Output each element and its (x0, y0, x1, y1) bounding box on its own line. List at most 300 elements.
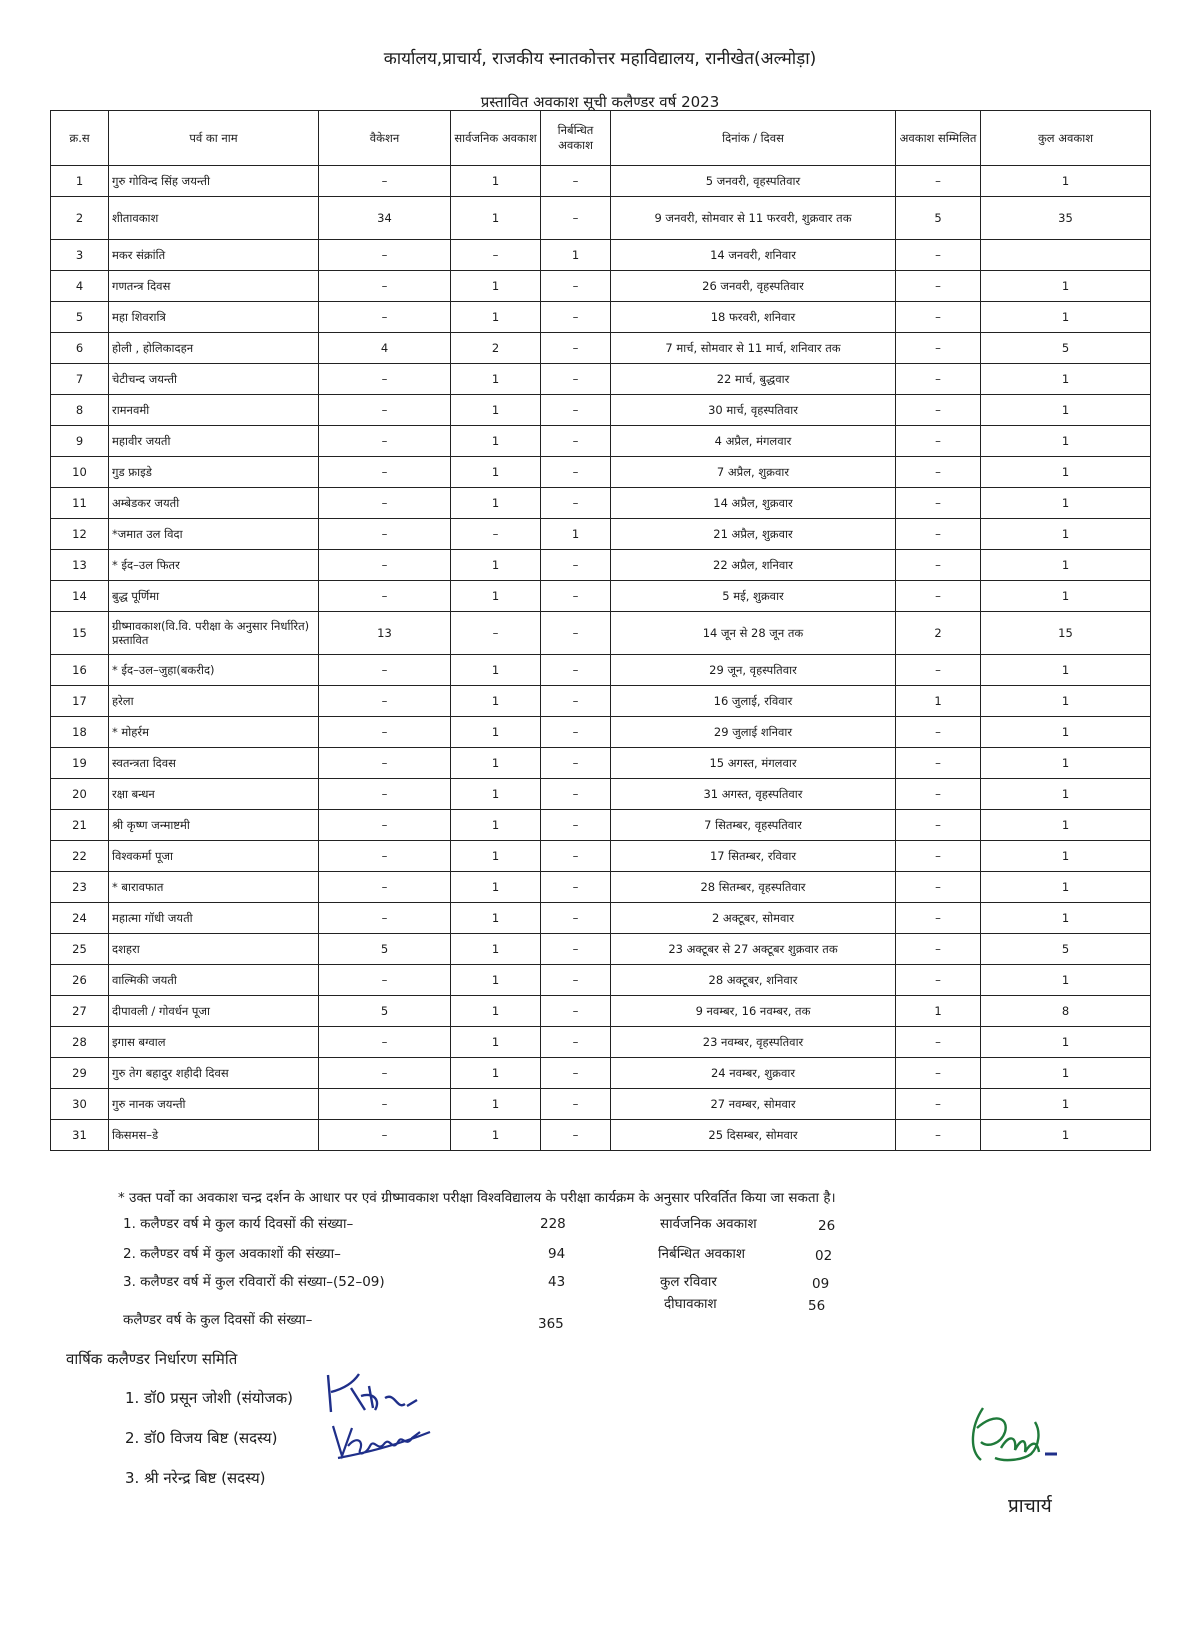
table-row (51, 197, 1151, 240)
cell-included: 1 (896, 996, 981, 1027)
cell-public: 1 (451, 302, 541, 333)
cell-vacation: – (319, 1089, 451, 1120)
cell-name: * ईद–उल–जुहा(बकरीद) (109, 655, 319, 686)
cell-vacation: – (319, 1058, 451, 1089)
col-header-restricted: निर्बन्धित अवकाश (541, 111, 611, 166)
cell-sn: 7 (51, 364, 109, 395)
cell-date: 27 नवम्बर, सोमवार (611, 1089, 896, 1120)
cell-name: रामनवमी (109, 395, 319, 426)
table-row (51, 240, 1151, 271)
cell-date: 24 नवम्बर, शुक्रवार (611, 1058, 896, 1089)
cell-sn: 26 (51, 965, 109, 996)
table-row (51, 364, 1151, 395)
cell-name: * मोहर्रम (109, 717, 319, 748)
cell-public: – (451, 240, 541, 271)
cell-total: 5 (981, 333, 1151, 364)
cell-sn: 22 (51, 841, 109, 872)
cell-restricted: – (541, 996, 611, 1027)
cell-date: 29 जून, वृहस्पतिवार (611, 655, 896, 686)
cell-vacation: – (319, 166, 451, 197)
cell-sn: 24 (51, 903, 109, 934)
cell-sn: 28 (51, 1027, 109, 1058)
committee-member-1: 1. डॉ0 प्रसून जोशी (संयोजक) (125, 1389, 294, 1407)
cell-sn: 27 (51, 996, 109, 1027)
cell-total: 1 (981, 655, 1151, 686)
cell-vacation: – (319, 748, 451, 779)
cell-total: 1 (981, 810, 1151, 841)
cell-public: 1 (451, 550, 541, 581)
cell-date: 5 मई, शुक्रवार (611, 581, 896, 612)
cell-restricted: – (541, 166, 611, 197)
member-signature (330, 1418, 440, 1463)
table-row (51, 395, 1151, 426)
cell-included: – (896, 302, 981, 333)
cell-restricted: – (541, 748, 611, 779)
cell-public: 1 (451, 364, 541, 395)
cell-name: * बारावफात (109, 872, 319, 903)
cell-total: 1 (981, 965, 1151, 996)
table-row (51, 903, 1151, 934)
table-row (51, 166, 1151, 197)
cell-sn: 30 (51, 1089, 109, 1120)
cell-name: * ईद–उल फितर (109, 550, 319, 581)
cell-public: 1 (451, 841, 541, 872)
work-days-label: 1. कलैण्डर वर्ष मे कुल कार्य दिवसों की संख्या– (123, 1216, 354, 1232)
cell-restricted: – (541, 426, 611, 457)
footnote: * उक्त पर्वो का अवकाश चन्द्र दर्शन के आधार पर एवं ग्रीष्मावकाश परीक्षा विश्वविद्यालय के परीक्षा कार्यक्रम के अनुसार परिवर्तित किया जा सकता है। (118, 1190, 836, 1206)
table-row (51, 965, 1151, 996)
cell-sn: 29 (51, 1058, 109, 1089)
col-header-date: दिनांक / दिवस (611, 111, 896, 166)
cell-total: 1 (981, 426, 1151, 457)
cell-name: होली , होलिकादहन (109, 333, 319, 364)
cell-sn: 19 (51, 748, 109, 779)
cell-sn: 31 (51, 1120, 109, 1151)
cell-public: 1 (451, 1058, 541, 1089)
cell-vacation: – (319, 457, 451, 488)
cell-included: – (896, 395, 981, 426)
cell-name: दशहरा (109, 934, 319, 965)
cell-total: 1 (981, 903, 1151, 934)
cell-restricted: – (541, 686, 611, 717)
cell-public: 1 (451, 872, 541, 903)
cell-included: – (896, 519, 981, 550)
cell-total: 35 (981, 197, 1151, 240)
cell-total: 1 (981, 364, 1151, 395)
cell-sn: 20 (51, 779, 109, 810)
cell-total: 1 (981, 271, 1151, 302)
table-row (51, 655, 1151, 686)
cell-public: 1 (451, 1120, 541, 1151)
cell-date: 15 अगस्त, मंगलवार (611, 748, 896, 779)
table-row (51, 457, 1151, 488)
public-holidays-label: सार्वजनिक अवकाश (660, 1216, 757, 1232)
table-row (51, 996, 1151, 1027)
cell-included: – (896, 271, 981, 302)
table-row (51, 426, 1151, 457)
sundays-value: 43 (548, 1274, 566, 1290)
cell-vacation: – (319, 395, 451, 426)
cell-restricted: – (541, 550, 611, 581)
cell-public: 1 (451, 934, 541, 965)
cell-public: 1 (451, 779, 541, 810)
col-header-public: सार्वजनिक अवकाश (451, 111, 541, 166)
cell-public: 1 (451, 965, 541, 996)
public-holidays-value: 26 (818, 1218, 836, 1234)
committee-member-2: 2. डॉ0 विजय बिष्ट (सदस्य) (125, 1429, 278, 1447)
cell-vacation: 5 (319, 934, 451, 965)
cell-restricted: – (541, 581, 611, 612)
cell-restricted: – (541, 717, 611, 748)
cell-total: 1 (981, 717, 1151, 748)
cell-sn: 25 (51, 934, 109, 965)
cell-vacation: – (319, 779, 451, 810)
cell-vacation: – (319, 364, 451, 395)
cell-vacation: – (319, 841, 451, 872)
cell-date: 16 जुलाई, रविवार (611, 686, 896, 717)
cell-sn: 10 (51, 457, 109, 488)
cell-date: 9 नवम्बर, 16 नवम्बर, तक (611, 996, 896, 1027)
cell-included: – (896, 426, 981, 457)
cell-sn: 5 (51, 302, 109, 333)
cell-restricted: – (541, 965, 611, 996)
col-header-sn: क्र.स (51, 111, 109, 166)
committee-heading: वार्षिक कलैण्डर निर्धारण समिति (66, 1350, 238, 1368)
document-title: प्रस्तावित अवकाश सूची कलैण्डर वर्ष 2023 (480, 93, 720, 111)
table-row (51, 302, 1151, 333)
cell-public: – (451, 612, 541, 655)
cell-total: 8 (981, 996, 1151, 1027)
cell-date: 31 अगस्त, वृहस्पतिवार (611, 779, 896, 810)
cell-included: – (896, 655, 981, 686)
cell-total: 1 (981, 1027, 1151, 1058)
restricted-holidays-value: 02 (815, 1248, 833, 1264)
cell-restricted: – (541, 271, 611, 302)
cell-included: – (896, 488, 981, 519)
cell-total: 1 (981, 748, 1151, 779)
cell-restricted: – (541, 841, 611, 872)
cell-date: 28 अक्टूबर, शनिवार (611, 965, 896, 996)
cell-date: 23 नवम्बर, वृहस्पतिवार (611, 1027, 896, 1058)
cell-included: – (896, 934, 981, 965)
cell-sn: 16 (51, 655, 109, 686)
cell-name: वाल्मिकी जयती (109, 965, 319, 996)
cell-date: 22 मार्च, बुद्धवार (611, 364, 896, 395)
cell-name: चेटीचन्द जयन्ती (109, 364, 319, 395)
cell-vacation: – (319, 872, 451, 903)
cell-date: 25 दिसम्बर, सोमवार (611, 1120, 896, 1151)
table-row (51, 488, 1151, 519)
cell-total: 1 (981, 457, 1151, 488)
table-row (51, 271, 1151, 302)
cell-included: – (896, 581, 981, 612)
col-header-included: अवकाश सम्मिलित (896, 111, 981, 166)
cell-date: 14 जनवरी, शनिवार (611, 240, 896, 271)
table-row (51, 748, 1151, 779)
cell-included: – (896, 333, 981, 364)
cell-public: 1 (451, 1089, 541, 1120)
cell-name: विश्वकर्मा पूजा (109, 841, 319, 872)
table-row (51, 1120, 1151, 1151)
cell-public: 1 (451, 748, 541, 779)
cell-date: 22 अप्रैल, शनिवार (611, 550, 896, 581)
cell-restricted: – (541, 1120, 611, 1151)
cell-public: 1 (451, 655, 541, 686)
cell-restricted: – (541, 302, 611, 333)
cell-included: – (896, 1027, 981, 1058)
cell-total: 1 (981, 581, 1151, 612)
cell-name: गुरु गोविन्द सिंह जयन्ती (109, 166, 319, 197)
cell-date: 4 अप्रैल, मंगलवार (611, 426, 896, 457)
convenor-signature (325, 1370, 435, 1420)
cell-public: 1 (451, 457, 541, 488)
cell-date: 14 अप्रैल, शुक्रवार (611, 488, 896, 519)
table-row (51, 872, 1151, 903)
cell-total: 15 (981, 612, 1151, 655)
cell-vacation: – (319, 655, 451, 686)
cell-total: 1 (981, 779, 1151, 810)
cell-date: 9 जनवरी, सोमवार से 11 फरवरी, शुक्रवार तक (611, 197, 896, 240)
cell-sn: 2 (51, 197, 109, 240)
table-row (51, 333, 1151, 364)
cell-included: – (896, 872, 981, 903)
col-header-total: कुल अवकाश (981, 111, 1151, 166)
cell-included: 5 (896, 197, 981, 240)
cell-included: 2 (896, 612, 981, 655)
cell-total: 1 (981, 1089, 1151, 1120)
cell-name: दीपावली / गोवर्धन पूजा (109, 996, 319, 1027)
cell-restricted: – (541, 1027, 611, 1058)
cell-included: – (896, 166, 981, 197)
sundays-label: 3. कलैण्डर वर्ष में कुल रविवारों की संख्या–(52–09) (123, 1274, 385, 1290)
cell-public: 1 (451, 903, 541, 934)
cell-public: 1 (451, 271, 541, 302)
cell-public: 1 (451, 686, 541, 717)
col-header-name: पर्व का नाम (109, 111, 319, 166)
cell-total: 5 (981, 934, 1151, 965)
cell-restricted: – (541, 364, 611, 395)
cell-date: 7 अप्रैल, शुक्रवार (611, 457, 896, 488)
cell-total (981, 240, 1151, 271)
cell-sn: 18 (51, 717, 109, 748)
cell-vacation: – (319, 581, 451, 612)
cell-included: – (896, 810, 981, 841)
cell-vacation: 4 (319, 333, 451, 364)
total-days-label: कलैण्डर वर्ष के कुल दिवसों की संख्या– (123, 1312, 313, 1328)
cell-included: 1 (896, 686, 981, 717)
cell-restricted: – (541, 872, 611, 903)
leaves-label: 2. कलैण्डर वर्ष में कुल अवकाशों की संख्या– (123, 1246, 341, 1262)
cell-public: 1 (451, 426, 541, 457)
cell-date: 7 मार्च, सोमवार से 11 मार्च, शनिवार तक (611, 333, 896, 364)
cell-name: इगास बग्वाल (109, 1027, 319, 1058)
cell-included: – (896, 457, 981, 488)
cell-name: महा शिवरात्रि (109, 302, 319, 333)
cell-public: 1 (451, 717, 541, 748)
office-heading: कार्यालय,प्राचार्य, राजकीय स्नातकोत्तर महाविद्यालय, रानीखेत(अल्मोड़ा) (383, 49, 817, 69)
cell-total: 1 (981, 166, 1151, 197)
cell-total: 1 (981, 302, 1151, 333)
cell-name: *जमात उल विदा (109, 519, 319, 550)
cell-vacation: – (319, 488, 451, 519)
table-row (51, 1089, 1151, 1120)
cell-included: – (896, 779, 981, 810)
cell-total: 1 (981, 841, 1151, 872)
cell-included: – (896, 240, 981, 271)
cell-date: 5 जनवरी, वृहस्पतिवार (611, 166, 896, 197)
cell-name: महात्मा गॉधी जयती (109, 903, 319, 934)
cell-public: 1 (451, 1027, 541, 1058)
cell-sn: 12 (51, 519, 109, 550)
cell-name: गुरु तेग बहादुर शहीदी दिवस (109, 1058, 319, 1089)
cell-included: – (896, 1089, 981, 1120)
table-row (51, 934, 1151, 965)
cell-vacation: – (319, 903, 451, 934)
cell-name: अम्बेडकर जयती (109, 488, 319, 519)
table-row (51, 1058, 1151, 1089)
principal-title: प्राचार्य (1008, 1495, 1052, 1517)
cell-vacation: – (319, 519, 451, 550)
cell-name: ग्रीष्मावकाश(वि.वि. परीक्षा के अनुसार निर्धारित) प्रस्तावित (109, 612, 319, 655)
cell-sn: 13 (51, 550, 109, 581)
cell-sn: 15 (51, 612, 109, 655)
cell-name: हरेला (109, 686, 319, 717)
cell-total: 1 (981, 519, 1151, 550)
cell-name: गुरु नानक जयन्ती (109, 1089, 319, 1120)
cell-public: 2 (451, 333, 541, 364)
long-leave-value: 56 (808, 1298, 826, 1314)
work-days-value: 228 (540, 1216, 566, 1232)
cell-vacation: 34 (319, 197, 451, 240)
table-header-row (51, 111, 1151, 166)
table-row (51, 717, 1151, 748)
cell-restricted: – (541, 810, 611, 841)
cell-name: बुद्ध पूर्णिमा (109, 581, 319, 612)
cell-vacation: – (319, 810, 451, 841)
cell-included: – (896, 364, 981, 395)
cell-total: 1 (981, 1058, 1151, 1089)
cell-vacation: – (319, 550, 451, 581)
table-row (51, 612, 1151, 655)
cell-sn: 3 (51, 240, 109, 271)
cell-date: 28 सितम्बर, वृहस्पतिवार (611, 872, 896, 903)
cell-restricted: – (541, 1058, 611, 1089)
cell-name: श्री कृष्ण जन्माष्टमी (109, 810, 319, 841)
cell-public: – (451, 519, 541, 550)
cell-included: – (896, 1120, 981, 1151)
cell-sn: 14 (51, 581, 109, 612)
cell-restricted: – (541, 488, 611, 519)
cell-name: गणतन्त्र दिवस (109, 271, 319, 302)
cell-restricted: – (541, 934, 611, 965)
cell-public: 1 (451, 488, 541, 519)
cell-included: – (896, 550, 981, 581)
cell-vacation: – (319, 1120, 451, 1151)
cell-name: महावीर जयती (109, 426, 319, 457)
cell-sn: 4 (51, 271, 109, 302)
cell-restricted: – (541, 779, 611, 810)
cell-vacation: – (319, 302, 451, 333)
cell-vacation: – (319, 686, 451, 717)
table-row (51, 810, 1151, 841)
cell-vacation: – (319, 426, 451, 457)
cell-vacation: – (319, 240, 451, 271)
cell-date: 7 सितम्बर, वृहस्पतिवार (611, 810, 896, 841)
cell-name: किसमस–डे (109, 1120, 319, 1151)
cell-name: गुड फ्राइडे (109, 457, 319, 488)
cell-date: 29 जुलाई शनिवार (611, 717, 896, 748)
cell-public: 1 (451, 395, 541, 426)
cell-included: – (896, 1058, 981, 1089)
cell-restricted: – (541, 1089, 611, 1120)
cell-restricted: – (541, 333, 611, 364)
cell-sn: 8 (51, 395, 109, 426)
cell-name: मकर संक्रांति (109, 240, 319, 271)
cell-date: 18 फरवरी, शनिवार (611, 302, 896, 333)
cell-public: 1 (451, 810, 541, 841)
holiday-table (50, 110, 1151, 1151)
cell-sn: 21 (51, 810, 109, 841)
cell-name: शीतावकाश (109, 197, 319, 240)
total-days-value: 365 (538, 1316, 564, 1332)
cell-name: रक्षा बन्धन (109, 779, 319, 810)
cell-total: 1 (981, 488, 1151, 519)
cell-included: – (896, 903, 981, 934)
cell-restricted: – (541, 655, 611, 686)
cell-restricted: 1 (541, 519, 611, 550)
cell-included: – (896, 748, 981, 779)
cell-public: 1 (451, 996, 541, 1027)
cell-vacation: – (319, 1027, 451, 1058)
cell-sn: 9 (51, 426, 109, 457)
restricted-holidays-label: निर्बन्धित अवकाश (658, 1246, 746, 1262)
table-row (51, 550, 1151, 581)
cell-sn: 11 (51, 488, 109, 519)
cell-date: 30 मार्च, वृहस्पतिवार (611, 395, 896, 426)
cell-date: 26 जनवरी, वृहस्पतिवार (611, 271, 896, 302)
cell-restricted: – (541, 197, 611, 240)
cell-date: 17 सितम्बर, रविवार (611, 841, 896, 872)
table-row (51, 779, 1151, 810)
table-row (51, 581, 1151, 612)
cell-total: 1 (981, 686, 1151, 717)
cell-vacation: – (319, 271, 451, 302)
cell-vacation: – (319, 717, 451, 748)
cell-total: 1 (981, 872, 1151, 903)
committee-member-3: 3. श्री नरेन्द्र बिष्ट (सदस्य) (125, 1469, 266, 1487)
cell-total: 1 (981, 395, 1151, 426)
cell-sn: 1 (51, 166, 109, 197)
total-sundays-label: कुल रविवार (660, 1274, 717, 1290)
total-sundays-value: 09 (812, 1276, 830, 1292)
cell-restricted: – (541, 612, 611, 655)
cell-vacation: 5 (319, 996, 451, 1027)
cell-included: – (896, 841, 981, 872)
cell-sn: 23 (51, 872, 109, 903)
cell-date: 23 अक्टूबर से 27 अक्टूबर शुक्रवार तक (611, 934, 896, 965)
cell-sn: 6 (51, 333, 109, 364)
cell-public: 1 (451, 581, 541, 612)
col-header-vacation: वैकेशन (319, 111, 451, 166)
cell-date: 21 अप्रैल, शुक्रवार (611, 519, 896, 550)
cell-restricted: – (541, 903, 611, 934)
cell-included: – (896, 717, 981, 748)
cell-restricted: – (541, 395, 611, 426)
table-row (51, 519, 1151, 550)
cell-sn: 17 (51, 686, 109, 717)
cell-restricted: – (541, 457, 611, 488)
cell-public: 1 (451, 197, 541, 240)
